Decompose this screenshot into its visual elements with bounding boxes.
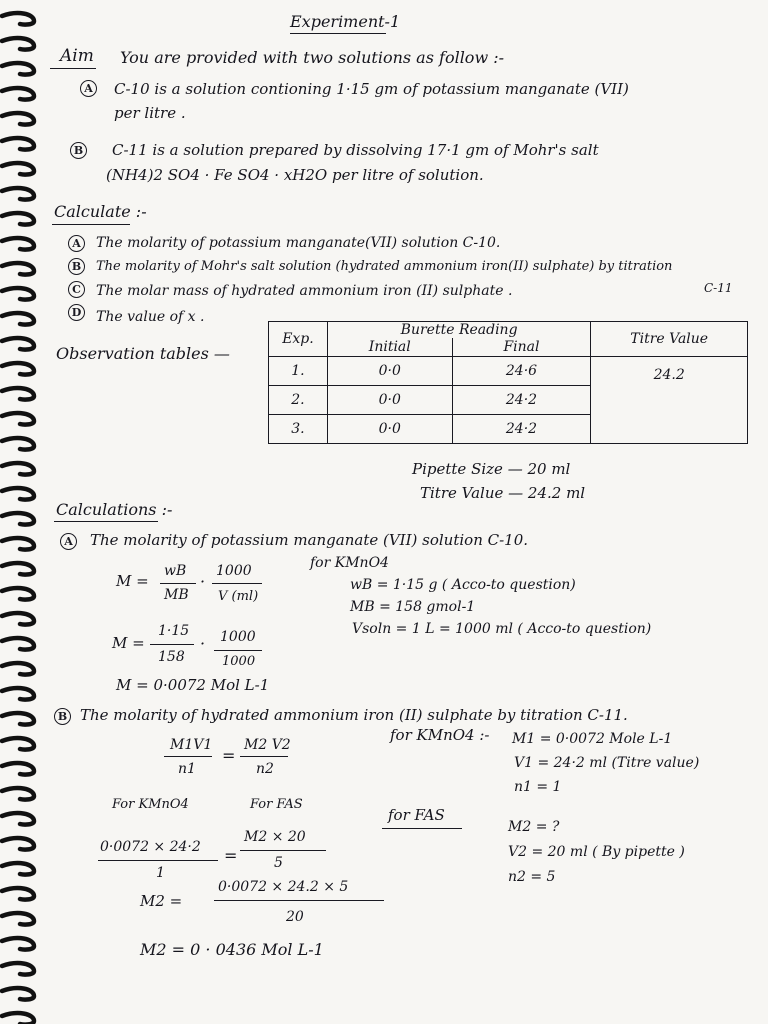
fraction-bar xyxy=(164,756,212,757)
spiral-coil xyxy=(2,763,34,774)
spiral-coil xyxy=(2,413,34,424)
calc-b-heading: The molarity of hydrated ammonium iron (II) sulphate by titration C-11. xyxy=(80,706,628,724)
mb-value: MB = 158 gmol-1 xyxy=(350,599,476,615)
marker-b-circle: B xyxy=(70,142,87,159)
calculations-label: Calculations :- xyxy=(56,500,173,519)
calc1-num: 0·0072 × 24·2 xyxy=(100,839,201,855)
formula-mb: MB xyxy=(164,587,189,603)
num-115: 1·15 xyxy=(158,623,190,639)
spiral-coil xyxy=(2,113,34,124)
formula-m2-lhs: M = xyxy=(112,634,145,652)
spiral-coil xyxy=(2,788,34,799)
cell-initial: 0·0 xyxy=(327,415,452,444)
calc1-rden: 5 xyxy=(274,855,283,871)
spiral-coil xyxy=(2,338,34,349)
page-title: Experiment-1 xyxy=(290,12,401,31)
title-underline xyxy=(290,33,386,34)
titre-value-note: Titre Value — 24.2 ml xyxy=(420,484,586,502)
spiral-coil xyxy=(2,163,34,174)
fraction-bar xyxy=(160,583,196,584)
m1v1: M1V1 xyxy=(170,737,213,753)
m2-value: M2 = ? xyxy=(508,819,560,835)
for-kmno4-label: for KMnO4 xyxy=(310,555,389,571)
cell-final: 24·2 xyxy=(452,415,591,444)
calc-item-b: The molarity of Mohr's salt solution (hydrated ammonium iron(II) sulphate) by titration xyxy=(96,259,673,274)
calc-item-c: The molar mass of hydrated ammonium iron (II) sulphate . xyxy=(96,283,513,299)
spiral-coil xyxy=(2,538,34,549)
spiral-coil xyxy=(2,563,34,574)
v2-value: V2 = 20 ml ( By pipette ) xyxy=(508,844,685,860)
n2-den: n2 xyxy=(256,761,274,777)
spiral-coil xyxy=(2,238,34,249)
pipette-size: Pipette Size — 20 ml xyxy=(412,460,571,478)
fraction-bar xyxy=(214,650,262,651)
cell-titre-value: 24.2 xyxy=(591,357,748,444)
spiral-coil xyxy=(2,13,34,24)
vsoln-value: Vsoln = 1 L = 1000 ml ( Acco-to question) xyxy=(352,621,652,637)
spiral-coil xyxy=(2,188,34,199)
spiral-coil xyxy=(2,888,34,899)
spiral-coil xyxy=(2,288,34,299)
result-a: M = 0·0072 Mol L-1 xyxy=(116,676,270,694)
spiral-coil xyxy=(2,913,34,924)
calc-item-a-marker: A xyxy=(68,235,85,252)
marker-a-circle: A xyxy=(80,80,97,97)
spiral-coil xyxy=(2,313,34,324)
spiral-coil xyxy=(2,738,34,749)
n1-den: n1 xyxy=(178,761,196,777)
for-kmno4-b: For KMnO4 xyxy=(112,797,189,812)
spiral-coil xyxy=(2,838,34,849)
fraction-bar xyxy=(214,900,384,901)
fraction-bar xyxy=(212,583,262,584)
equals-sign: = xyxy=(222,746,236,765)
den-158: 158 xyxy=(158,649,185,665)
cell-initial: 0·0 xyxy=(327,386,452,415)
m2v2: M2 V2 xyxy=(244,737,291,753)
spiral-coil xyxy=(2,213,34,224)
calculations-underline xyxy=(54,521,158,522)
spiral-coil xyxy=(2,438,34,449)
cell-exp: 1. xyxy=(269,357,328,386)
spiral-coil xyxy=(2,663,34,674)
cell-initial: 0·0 xyxy=(327,357,452,386)
spiral-coil xyxy=(2,813,34,824)
spiral-coil xyxy=(2,88,34,99)
calc1-rnum: M2 × 20 xyxy=(244,829,306,845)
calc-a-heading: The molarity of potassium manganate (VII) solution C-10. xyxy=(90,531,529,549)
for-fas-b: For FAS xyxy=(250,797,303,812)
spiral-coil xyxy=(2,513,34,524)
calc1-equals: = xyxy=(224,846,238,865)
observation-label: Observation tables — xyxy=(56,344,230,363)
spiral-coil xyxy=(2,713,34,724)
spiral-coil xyxy=(2,38,34,49)
calc-item-b-suffix: C-11 xyxy=(704,281,733,295)
formula-1000: 1000 xyxy=(216,563,252,579)
header-final: Final xyxy=(452,338,591,357)
cell-final: 24·6 xyxy=(452,357,591,386)
calc-item-a: The molarity of potassium manganate(VII) solution C-10. xyxy=(96,235,501,251)
spiral-coil xyxy=(2,1013,34,1024)
spiral-coil xyxy=(2,613,34,624)
spiral-coil xyxy=(2,263,34,274)
spiral-coil xyxy=(2,863,34,874)
header-initial: Initial xyxy=(327,338,452,357)
spiral-coil xyxy=(2,938,34,949)
spiral-coil xyxy=(2,363,34,374)
result-b: M2 = 0 · 0436 Mol L-1 xyxy=(140,940,324,959)
cell-final: 24·2 xyxy=(452,386,591,415)
calculate-underline xyxy=(52,224,130,225)
spiral-coil xyxy=(2,638,34,649)
m1-value: M1 = 0·0072 Mole L-1 xyxy=(512,731,673,747)
fraction-bar xyxy=(98,860,218,861)
fraction-bar xyxy=(150,644,194,645)
spiral-coil xyxy=(2,688,34,699)
spiral-coil xyxy=(2,388,34,399)
cell-exp: 3. xyxy=(269,415,328,444)
calc-a-marker: A xyxy=(60,533,77,550)
header-exp: Exp. xyxy=(269,322,328,357)
spiral-coil xyxy=(2,138,34,149)
calc-b-marker: B xyxy=(54,708,71,725)
num-1000b: 1000 xyxy=(220,629,256,645)
aim-a-line2: per litre . xyxy=(114,104,186,122)
v1-value: V1 = 24·2 ml (Titre value) xyxy=(514,755,700,771)
observation-table xyxy=(268,321,748,444)
wb-value: wB = 1·15 g ( Acco-to question) xyxy=(350,577,576,593)
formula-vml: V (ml) xyxy=(218,589,259,604)
spiral-binding xyxy=(0,0,46,1024)
den-1000: 1000 xyxy=(222,654,256,669)
calc-item-d: The value of x . xyxy=(96,309,205,325)
calc2-lhs: M2 = xyxy=(140,892,183,910)
aim-b-line1: C-11 is a solution prepared by dissolving 17·1 gm of Mohr's salt xyxy=(112,141,599,159)
aim-b-line2: (NH4)2 SO4 · Fe SO4 · xH2O per litre of solution. xyxy=(106,166,484,184)
calculate-label: Calculate :- xyxy=(54,202,147,221)
n2-value: n2 = 5 xyxy=(508,869,556,885)
header-burette: Burette Reading xyxy=(327,322,590,339)
formula-m-lhs: M = xyxy=(116,572,149,590)
kmno4-data-label: for KMnO4 :- xyxy=(390,726,490,744)
spiral-coil xyxy=(2,63,34,74)
for-fas-underline xyxy=(382,828,462,829)
spiral-coil xyxy=(2,988,34,999)
aim-intro: You are provided with two solutions as follow :- xyxy=(120,48,505,67)
spiral-coil xyxy=(2,588,34,599)
n1-value: n1 = 1 xyxy=(514,779,562,795)
calc-item-b-marker: B xyxy=(68,258,85,275)
calc-item-c-marker: C xyxy=(68,281,85,298)
cell-exp: 2. xyxy=(269,386,328,415)
spiral-coil xyxy=(2,488,34,499)
calc1-den: 1 xyxy=(156,865,165,881)
spiral-coil xyxy=(2,963,34,974)
spiral-coil xyxy=(2,463,34,474)
aim-label: Aim xyxy=(60,46,94,66)
fraction-bar xyxy=(240,850,326,851)
formula-dot: · xyxy=(200,572,206,591)
calc2-den: 20 xyxy=(286,909,304,925)
table-row xyxy=(269,357,748,386)
header-titre: Titre Value xyxy=(591,322,748,357)
formula-dot2: · xyxy=(200,634,206,653)
calc2-num: 0·0072 × 24.2 × 5 xyxy=(218,879,349,895)
formula-wb: wB xyxy=(164,563,187,579)
aim-underline xyxy=(50,68,96,69)
calc-item-d-marker: D xyxy=(68,304,85,321)
fraction-bar xyxy=(240,756,288,757)
aim-a-line1: C-10 is a solution contioning 1·15 gm of potassium manganate (VII) xyxy=(114,80,629,98)
for-fas-label: for FAS xyxy=(388,806,445,824)
